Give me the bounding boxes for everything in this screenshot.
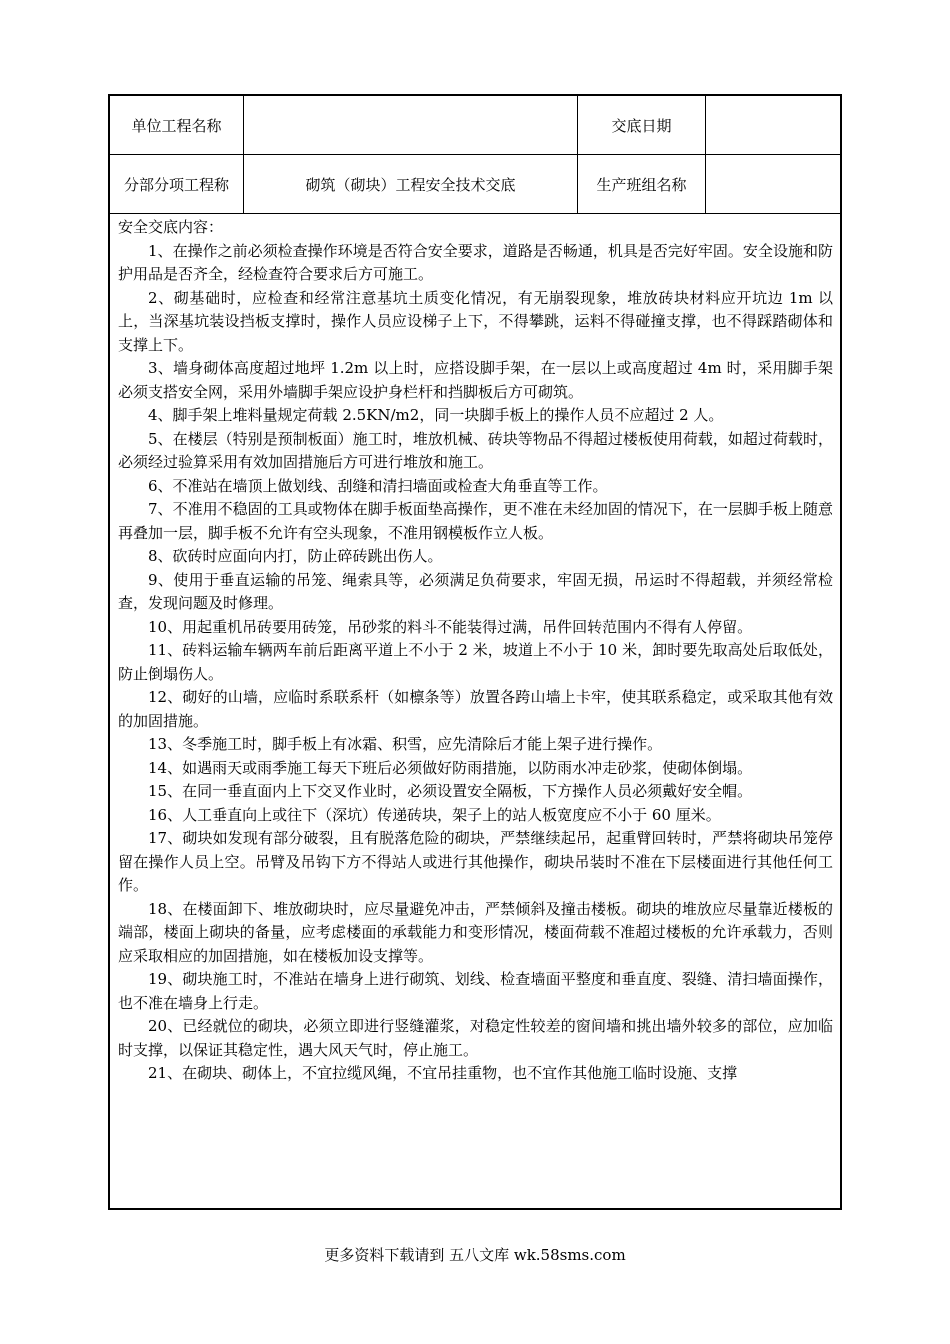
content-item: 12、砌好的山墙，应临时系联系杆（如檩条等）放置各跨山墙上卡牢，使其联系稳定，或采取其他有效的加固措施。 — [118, 688, 833, 730]
content-item: 2、砌基础时，应检查和经常注意基坑土质变化情况，有无崩裂现象，堆放砖块材料应开坑边 1m 以上，当深基坑装设挡板支撑时，操作人员应设梯子上下，不得攀跳，运料不得碰撞支撑，也不得踩踏砌体和支撑上下。 — [118, 288, 833, 354]
subproject-value: 砌筑（砌块）工程安全技术交底 — [244, 155, 578, 213]
content-item: 16、人工垂直向上或往下（深坑）传递砖块，架子上的站人板宽度应不小于 60 厘米。 — [148, 805, 721, 824]
disclosure-form — [108, 94, 842, 1210]
content-item: 1、在操作之前必须检查操作环境是否符合安全要求，道路是否畅通，机具是否完好牢固。安全设施和防护用品是否齐全，经检查符合要求后方可施工。 — [118, 241, 833, 283]
content-item: 20、已经就位的砌块，必须立即进行竖缝灌浆，对稳定性较差的窗间墙和挑出墙外较多的部位，应加临时支撑，以保证其稳定性，遇大风天气时，停止施工。 — [118, 1017, 833, 1059]
date-value — [706, 96, 840, 154]
content-item: 3、墙身砌体高度超过地坪 1.2m 以上时，应搭设脚手架，在一层以上或高度超过 4m 时，采用脚手架必须支搭安全网，采用外墙脚手架应设护身栏杆和挡脚板后方可砌筑。 — [118, 359, 833, 401]
disclosure-content — [110, 214, 840, 1208]
content-item: 10、用起重机吊砖要用砖笼，吊砂浆的料斗不能装得过满，吊件回转范围内不得有人停留。 — [148, 617, 753, 636]
team-value — [706, 155, 840, 213]
content-item: 21、在砌块、砌体上，不宜拉缆风绳，不宜吊挂重物，也不宜作其他施工临时设施、支撑 — [148, 1064, 738, 1082]
content-item: 9、使用于垂直运输的吊笼、绳索具等，必须满足负荷要求，牢固无损，吊运时不得超载，并须经常检查，发现问题及时修理。 — [118, 570, 833, 612]
header-row-1 — [110, 96, 840, 155]
content-item: 13、冬季施工时，脚手板上有冰霜、积雪，应先清除后才能上架子进行操作。 — [148, 735, 663, 753]
content-item: 11、砖料运输车辆两车前后距离平道上不小于 2 米，坡道上不小于 10 米，卸时要先取高处后取低处，防止倒塌伤人。 — [118, 641, 833, 683]
unit-project-value — [244, 96, 578, 154]
content-item: 18、在楼面卸下、堆放砌块时，应尽量避免冲击，严禁倾斜及撞击楼板。砌块的堆放应尽量靠近楼板的端部，楼面上砌块的备量，应考虑楼面的承载能力和变形情况，楼面荷载不准超过楼板的允许承载力，否则应采取相应的加固措施，如在楼板加设支撑等。 — [118, 899, 833, 965]
footer-download-note: 更多资料下载请到 五八文库 wk.58sms.com — [324, 1246, 626, 1264]
content-item: 6、不准站在墙顶上做划线、刮缝和清扫墙面或检查大角垂直等工作。 — [148, 476, 608, 495]
header-row-2 — [110, 155, 840, 214]
date-label: 交底日期 — [578, 96, 706, 154]
content-item: 4、脚手架上堆料量规定荷载 2.5KN/m2，同一块脚手板上的操作人员不应超过 2 人。 — [148, 406, 724, 424]
subproject-label: 分部分项工程称 — [110, 155, 244, 213]
team-label: 生产班组名称 — [578, 155, 706, 213]
content-item: 19、砌块施工时，不准站在墙身上进行砌筑、划线、检查墙面平整度和垂直度、裂缝、清扫墙面操作，也不准在墙身上行走。 — [118, 970, 833, 1012]
content-heading: 安全交底内容： — [118, 218, 224, 236]
content-item: 7、不准用不稳固的工具或物体在脚手板面垫高操作，更不准在未经加固的情况下，在一层脚手板上随意再叠加一层，脚手板不允许有空头现象，不准用钢模板作立人板。 — [118, 500, 833, 542]
content-item: 14、如遇雨天或雨季施工每天下班后必须做好防雨措施，以防雨水冲走砂浆，使砌体倒塌。 — [148, 758, 753, 777]
content-item: 8、砍砖时应面向内打，防止碎砖跳出伤人。 — [148, 547, 443, 565]
content-item: 17、砌块如发现有部分破裂，且有脱落危险的砌块，严禁继续起吊，起重臂回转时，严禁将砌块吊笼停留在操作人员上空。吊臂及吊钩下方不得站人或进行其他操作，砌块吊装时不准在下层楼面进行其他任何工作。 — [118, 829, 833, 894]
content-item: 5、在楼层（特别是预制板面）施工时，堆放机械、砖块等物品不得超过楼板使用荷载，如超过荷载时，必须经过验算采用有效加固措施后方可进行堆放和施工。 — [118, 429, 833, 471]
unit-project-label: 单位工程名称 — [110, 96, 244, 154]
content-item: 15、在同一垂直面内上下交叉作业时，必须设置安全隔板，下方操作人员必须戴好安全帽。 — [148, 782, 753, 800]
